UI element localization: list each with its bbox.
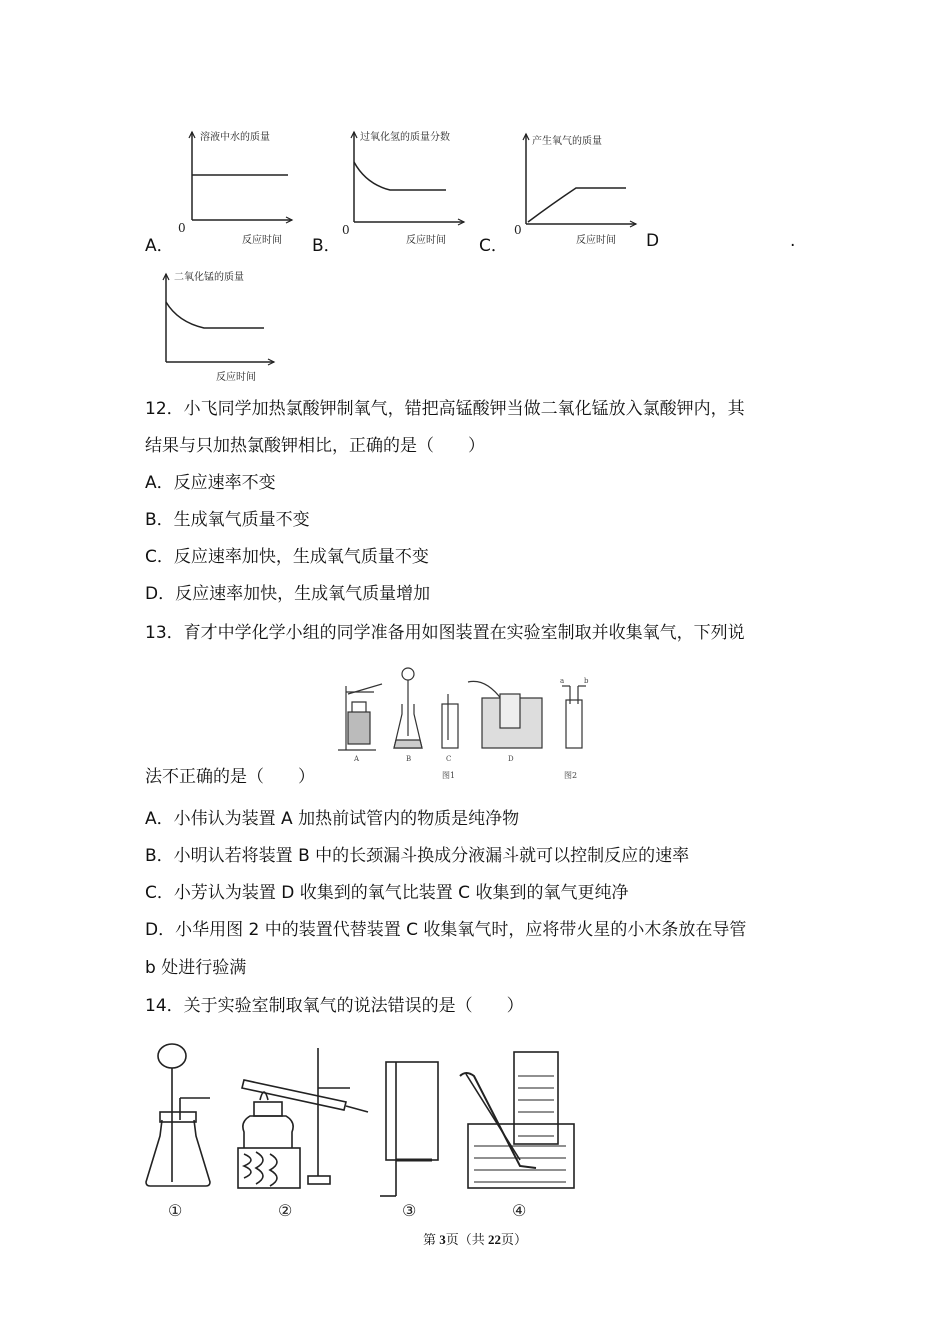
q11-graph-b [336, 128, 476, 248]
q13-label-b: B [406, 755, 412, 763]
q13-option-d-line2: b 处进行验满 [145, 958, 247, 978]
q11-graph-c-origin: 0 [514, 223, 522, 237]
q13-stem-line2: 法不正确的是（ ） [145, 767, 315, 787]
q11-graph-c [508, 128, 648, 248]
q12-option-b: B．生成氧气质量不变 [145, 510, 310, 530]
q11-graph-a-ylabel: 溶液中水的质量 [200, 132, 270, 143]
q11-graph-d-xlabel: 反应时间 [216, 372, 256, 383]
q11-trailing-period: . [790, 231, 796, 251]
q13-option-a: A．小伟认为装置 A 加热前试管内的物质是纯净物 [145, 809, 520, 829]
q14-apparatus-figure [140, 1036, 590, 1222]
q11-graph-b-ylabel: 过氧化氢的质量分数 [360, 132, 450, 143]
q13-apparatus-figure [336, 664, 606, 782]
q14-label-3: ③ [402, 1201, 417, 1220]
q13-label-c: C [446, 755, 452, 763]
q11-graph-c-ylabel: 产生氧气的质量 [532, 136, 602, 147]
q13-option-d-line1: D．小华用图 2 中的装置代替装置 C 收集氧气时，应将带火星的小木条放在导管 [145, 920, 747, 940]
q13-label-a: A [354, 755, 360, 763]
q14-label-4: ④ [512, 1201, 527, 1220]
q13-option-c: C．小芳认为装置 D 收集到的氧气比装置 C 收集到的氧气更纯净 [145, 883, 629, 903]
q11-graph-a-origin: 0 [178, 221, 186, 235]
q11-graph-b-xlabel: 反应时间 [406, 235, 446, 246]
q11-graph-a [170, 128, 305, 248]
q11-option-b-label: B． [312, 236, 341, 256]
q13-tube-label-a: a [560, 677, 565, 685]
q13-caption-fig1: 图1 [442, 771, 456, 780]
q13-stem-line1: 13．育才中学化学小组的同学准备用如图装置在实验室制取并收集氧气，下列说 [145, 623, 745, 643]
q11-graph-d-curve [166, 302, 264, 328]
q12-option-c: C．反应速率加快，生成氧气质量不变 [145, 547, 429, 567]
q13-caption-fig2: 图2 [564, 771, 578, 780]
footer-mid: 页（共 [445, 1232, 488, 1247]
q11-option-c-label: C． [479, 236, 508, 256]
footer-suffix: 页） [501, 1232, 528, 1247]
q11-option-d-label: D [646, 231, 660, 251]
q14-label-2: ② [278, 1201, 293, 1220]
q11-graph-b-curve [354, 162, 446, 190]
footer-total-pages: 22 [488, 1232, 501, 1247]
q11-graph-a-xlabel: 反应时间 [242, 235, 282, 246]
page-footer [0, 1229, 950, 1248]
footer-prefix: 第 [422, 1232, 440, 1247]
q13-tube-label-b: b [584, 677, 589, 685]
q11-graph-c-curve [528, 188, 626, 222]
q14-label-1: ① [168, 1201, 183, 1220]
q11-graph-b-origin: 0 [342, 223, 350, 237]
q12-stem-line2: 结果与只加热氯酸钾相比，正确的是（ ） [145, 436, 485, 456]
q11-graph-c-xlabel: 反应时间 [576, 235, 616, 246]
q13-option-b: B．小明认若将装置 B 中的长颈漏斗换成分液漏斗就可以控制反应的速率 [145, 846, 690, 866]
q12-stem-line1: 12．小飞同学加热氯酸钾制氧气，错把高锰酸钾当做二氧化锰放入氯酸钾内，其 [145, 399, 745, 419]
q12-option-a: A．反应速率不变 [145, 473, 276, 493]
q11-option-a-label: A． [145, 236, 174, 256]
q11-graph-d [146, 268, 281, 386]
q12-option-d: D．反应速率加快，生成氧气质量增加 [145, 584, 431, 604]
q11-graph-d-ylabel: 二氧化锰的质量 [174, 272, 244, 283]
q13-label-d: D [508, 755, 514, 763]
footer-page-number: 3 [439, 1232, 446, 1247]
q14-stem: 14．关于实验室制取氧气的说法错误的是（ ） [145, 996, 524, 1016]
